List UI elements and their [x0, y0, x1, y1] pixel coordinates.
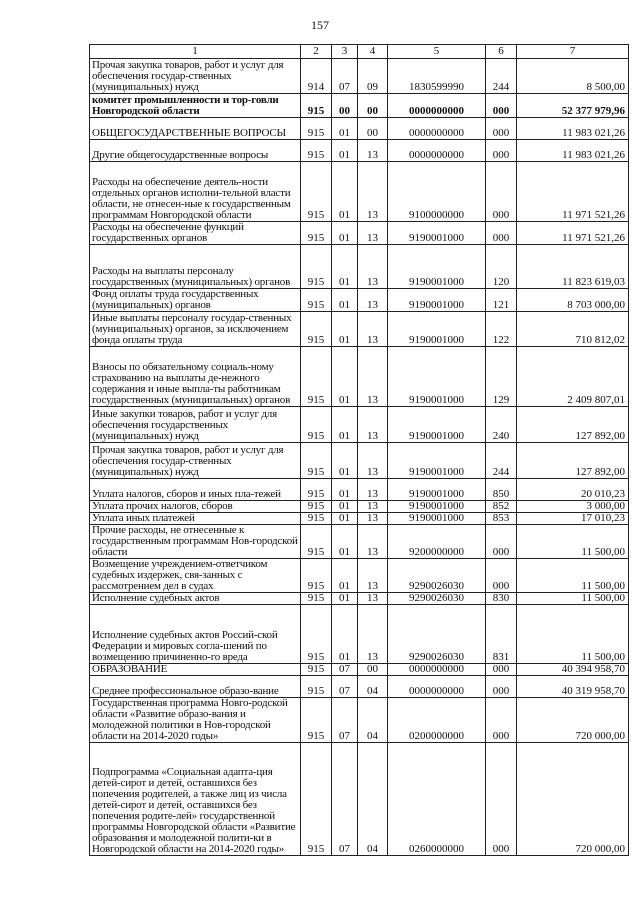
row-code-expense-type: 120 — [486, 245, 517, 289]
row-code-target: 9290026030 — [388, 605, 486, 664]
row-code-admin: 915 — [301, 593, 332, 605]
row-amount: 11 983 021,26 — [517, 118, 629, 140]
row-code-target: 1830599990 — [388, 59, 486, 94]
row-code-subsection: 00 — [358, 664, 388, 676]
row-description: Уплата прочих налогов, сборов — [90, 501, 301, 513]
row-amount: 11 823 619,03 — [517, 245, 629, 289]
row-code-target: 0000000000 — [388, 664, 486, 676]
row-code-section: 07 — [332, 676, 358, 698]
row-code-admin: 915 — [301, 245, 332, 289]
table-row — [90, 605, 629, 664]
row-code-target: 9190001000 — [388, 245, 486, 289]
table-row — [90, 347, 629, 407]
page-number: 157 — [311, 18, 329, 32]
table-row — [90, 245, 629, 289]
table-row — [90, 118, 629, 140]
row-code-target: 0200000000 — [388, 698, 486, 743]
row-code-subsection: 13 — [358, 347, 388, 407]
row-code-target: 0000000000 — [388, 676, 486, 698]
row-code-subsection: 13 — [358, 559, 388, 593]
table-row — [90, 513, 629, 525]
table-row — [90, 94, 629, 118]
row-code-target: 9290026030 — [388, 559, 486, 593]
row-amount: 2 409 807,01 — [517, 347, 629, 407]
table-row — [90, 407, 629, 443]
row-amount: 8 703 000,00 — [517, 289, 629, 312]
row-amount: 11 500,00 — [517, 525, 629, 559]
row-code-expense-type: 244 — [486, 443, 517, 479]
table-row — [90, 698, 629, 743]
row-description: ОБЩЕГОСУДАРСТВЕННЫЕ ВОПРОСЫ — [90, 118, 301, 140]
row-code-subsection: 04 — [358, 676, 388, 698]
row-code-expense-type: 000 — [486, 743, 517, 856]
row-amount: 127 892,00 — [517, 443, 629, 479]
row-code-target: 9100000000 — [388, 162, 486, 222]
row-code-admin: 915 — [301, 118, 332, 140]
row-code-target: 9190001000 — [388, 312, 486, 347]
row-code-expense-type: 000 — [486, 676, 517, 698]
row-code-expense-type: 000 — [486, 698, 517, 743]
row-amount: 11 500,00 — [517, 605, 629, 664]
header-cell: 1 — [90, 45, 301, 59]
row-code-subsection: 13 — [358, 140, 388, 162]
row-description: Иные выплаты персоналу государ-ственных (муниципальных) органов, за исключением фонда оплаты труда — [90, 312, 301, 347]
row-code-target: 0260000000 — [388, 743, 486, 856]
row-code-target: 9190001000 — [388, 289, 486, 312]
table-row — [90, 443, 629, 479]
header-cell: 6 — [486, 45, 517, 59]
row-code-section: 01 — [332, 513, 358, 525]
row-description: Расходы на обеспечение функций государственных органов — [90, 222, 301, 245]
row-description: Расходы на выплаты персоналу государственных (муниципальных) органов — [90, 245, 301, 289]
row-code-section: 00 — [332, 94, 358, 118]
row-code-target: 9190001000 — [388, 501, 486, 513]
row-code-target: 0000000000 — [388, 118, 486, 140]
row-description: Уплата налогов, сборов и иных пла-тежей — [90, 479, 301, 501]
row-code-subsection: 13 — [358, 605, 388, 664]
row-code-expense-type: 129 — [486, 347, 517, 407]
row-amount: 40 394 958,70 — [517, 664, 629, 676]
row-code-admin: 914 — [301, 59, 332, 94]
row-code-subsection: 13 — [358, 501, 388, 513]
row-code-target: 9190001000 — [388, 347, 486, 407]
row-code-expense-type: 000 — [486, 222, 517, 245]
row-description: Уплата иных платежей — [90, 513, 301, 525]
row-code-subsection: 04 — [358, 698, 388, 743]
row-amount: 11 971 521,26 — [517, 162, 629, 222]
row-code-admin: 915 — [301, 479, 332, 501]
row-code-admin: 915 — [301, 605, 332, 664]
row-code-target: 9190001000 — [388, 443, 486, 479]
row-code-expense-type: 000 — [486, 118, 517, 140]
row-amount: 17 010,23 — [517, 513, 629, 525]
row-code-target: 9190001000 — [388, 513, 486, 525]
table-row — [90, 162, 629, 222]
row-code-section: 07 — [332, 59, 358, 94]
table-row — [90, 312, 629, 347]
table-row — [90, 59, 629, 94]
row-amount: 710 812,02 — [517, 312, 629, 347]
table-row — [90, 501, 629, 513]
row-description: Возмещение учреждением-ответчиком судебных издержек, свя-занных с рассмотрением дел в судах — [90, 559, 301, 593]
row-code-section: 01 — [332, 289, 358, 312]
row-code-expense-type: 000 — [486, 94, 517, 118]
row-description: Взносы по обязательному социаль-ному страхованию на выплаты де-нежного содержания и иные выпла-ты работникам государственных (муниципальных) органов — [90, 347, 301, 407]
table-row — [90, 593, 629, 605]
row-description: Прочие расходы, не отнесенные к государственным программам Нов-городской области — [90, 525, 301, 559]
row-code-admin: 915 — [301, 162, 332, 222]
table-row — [90, 743, 629, 856]
header-cell: 4 — [358, 45, 388, 59]
row-description: Среднее профессиональное образо-вание — [90, 676, 301, 698]
row-code-expense-type: 831 — [486, 605, 517, 664]
row-code-section: 01 — [332, 347, 358, 407]
row-code-section: 01 — [332, 407, 358, 443]
row-code-section: 07 — [332, 743, 358, 856]
row-amount: 11 500,00 — [517, 559, 629, 593]
row-code-admin: 915 — [301, 698, 332, 743]
row-code-expense-type: 000 — [486, 664, 517, 676]
row-code-section: 01 — [332, 501, 358, 513]
row-description: Исполнение судебных актов Россий-ской Федерации и мировых согла-шений по возмещению причиненно-го вреда — [90, 605, 301, 664]
row-code-admin: 915 — [301, 347, 332, 407]
row-code-admin: 915 — [301, 289, 332, 312]
row-code-target: 9190001000 — [388, 407, 486, 443]
table-row — [90, 479, 629, 501]
row-amount: 11 500,00 — [517, 593, 629, 605]
row-code-target: 9190001000 — [388, 479, 486, 501]
table-header-row — [90, 45, 629, 59]
row-code-admin: 915 — [301, 513, 332, 525]
row-amount: 11 983 021,26 — [517, 140, 629, 162]
row-code-expense-type: 853 — [486, 513, 517, 525]
row-code-section: 01 — [332, 443, 358, 479]
row-code-admin: 915 — [301, 407, 332, 443]
row-code-expense-type: 000 — [486, 162, 517, 222]
row-amount: 52 377 979,96 — [517, 94, 629, 118]
row-code-subsection: 09 — [358, 59, 388, 94]
row-code-subsection: 13 — [358, 222, 388, 245]
row-code-target: 9190001000 — [388, 222, 486, 245]
table-row — [90, 664, 629, 676]
row-description: Расходы на обеспечение деятель-ности отдельных органов исполни-тельной власти области, не отнесен-ные к государственным программам Новгородской области — [90, 162, 301, 222]
budget-table — [89, 44, 629, 856]
row-code-subsection: 00 — [358, 118, 388, 140]
row-code-target: 9290026030 — [388, 593, 486, 605]
row-description: Прочая закупка товаров, работ и услуг для обеспечения государ-ственных (муниципальных) нужд — [90, 443, 301, 479]
row-code-expense-type: 852 — [486, 501, 517, 513]
row-code-section: 01 — [332, 559, 358, 593]
row-code-admin: 915 — [301, 559, 332, 593]
row-code-subsection: 04 — [358, 743, 388, 856]
row-code-target: 0000000000 — [388, 140, 486, 162]
row-code-admin: 915 — [301, 222, 332, 245]
row-code-admin: 915 — [301, 664, 332, 676]
row-description: Другие общегосударственные вопросы — [90, 140, 301, 162]
header-cell: 7 — [517, 45, 629, 59]
row-code-section: 01 — [332, 140, 358, 162]
row-code-subsection: 00 — [358, 94, 388, 118]
row-code-section: 01 — [332, 479, 358, 501]
row-code-expense-type: 830 — [486, 593, 517, 605]
row-code-expense-type: 000 — [486, 559, 517, 593]
row-code-expense-type: 000 — [486, 140, 517, 162]
table-row — [90, 222, 629, 245]
row-code-subsection: 13 — [358, 289, 388, 312]
row-code-admin: 915 — [301, 140, 332, 162]
row-code-admin: 915 — [301, 501, 332, 513]
row-amount: 11 971 521,26 — [517, 222, 629, 245]
row-code-expense-type: 000 — [486, 525, 517, 559]
row-code-target: 0000000000 — [388, 94, 486, 118]
header-cell: 3 — [332, 45, 358, 59]
row-code-admin: 915 — [301, 676, 332, 698]
row-code-subsection: 13 — [358, 162, 388, 222]
row-description: Государственная программа Новго-родской области «Развитие образо-вания и молодежной политики в Нов-городской области на 2014-2020 годы» — [90, 698, 301, 743]
table-row — [90, 525, 629, 559]
row-description: Иные закупки товаров, работ и услуг для обеспечения государственных (муниципальных) нужд — [90, 407, 301, 443]
row-amount: 127 892,00 — [517, 407, 629, 443]
row-code-expense-type: 244 — [486, 59, 517, 94]
row-amount: 20 010,23 — [517, 479, 629, 501]
row-code-expense-type: 240 — [486, 407, 517, 443]
row-code-subsection: 13 — [358, 525, 388, 559]
row-code-subsection: 13 — [358, 443, 388, 479]
row-code-section: 01 — [332, 222, 358, 245]
row-code-section: 01 — [332, 593, 358, 605]
row-code-section: 01 — [332, 118, 358, 140]
row-code-subsection: 13 — [358, 407, 388, 443]
row-description: комитет промышленности и тор-говли Новгородской области — [90, 94, 301, 118]
row-code-target: 9200000000 — [388, 525, 486, 559]
row-code-subsection: 13 — [358, 593, 388, 605]
row-code-section: 01 — [332, 605, 358, 664]
row-code-subsection: 13 — [358, 513, 388, 525]
row-code-admin: 915 — [301, 94, 332, 118]
row-amount: 3 000,00 — [517, 501, 629, 513]
table-row — [90, 140, 629, 162]
row-code-subsection: 13 — [358, 479, 388, 501]
row-description: ОБРАЗОВАНИЕ — [90, 664, 301, 676]
row-code-expense-type: 121 — [486, 289, 517, 312]
row-code-admin: 915 — [301, 443, 332, 479]
row-code-admin: 915 — [301, 743, 332, 856]
row-code-section: 01 — [332, 525, 358, 559]
row-code-admin: 915 — [301, 312, 332, 347]
row-code-expense-type: 850 — [486, 479, 517, 501]
row-code-subsection: 13 — [358, 245, 388, 289]
row-code-section: 01 — [332, 245, 358, 289]
header-cell: 2 — [301, 45, 332, 59]
row-code-admin: 915 — [301, 525, 332, 559]
row-description: Подпрограмма «Социальная адапта-ция детей-сирот и детей, оставшихся без попечения родителей, а также лиц из числа детей-сирот и детей, оставшихся без попечения родите-лей» государственной программы Новгородской области «Развитие образования и молодежной полити-ки в Новгородской области на 2014-2020 годы» — [90, 743, 301, 856]
row-code-subsection: 13 — [358, 312, 388, 347]
table-row — [90, 289, 629, 312]
row-description: Фонд оплаты труда государственных (муниципальных) органов — [90, 289, 301, 312]
row-amount: 720 000,00 — [517, 743, 629, 856]
row-amount: 8 500,00 — [517, 59, 629, 94]
row-code-section: 01 — [332, 162, 358, 222]
table-row — [90, 559, 629, 593]
header-cell: 5 — [388, 45, 486, 59]
row-amount: 720 000,00 — [517, 698, 629, 743]
row-code-section: 07 — [332, 698, 358, 743]
row-code-section: 01 — [332, 312, 358, 347]
row-code-expense-type: 122 — [486, 312, 517, 347]
table-row — [90, 676, 629, 698]
row-description: Исполнение судебных актов — [90, 593, 301, 605]
row-amount: 40 319 958,70 — [517, 676, 629, 698]
row-code-section: 07 — [332, 664, 358, 676]
row-description: Прочая закупка товаров, работ и услуг для обеспечения государ-ственных (муниципальных) нужд — [90, 59, 301, 94]
